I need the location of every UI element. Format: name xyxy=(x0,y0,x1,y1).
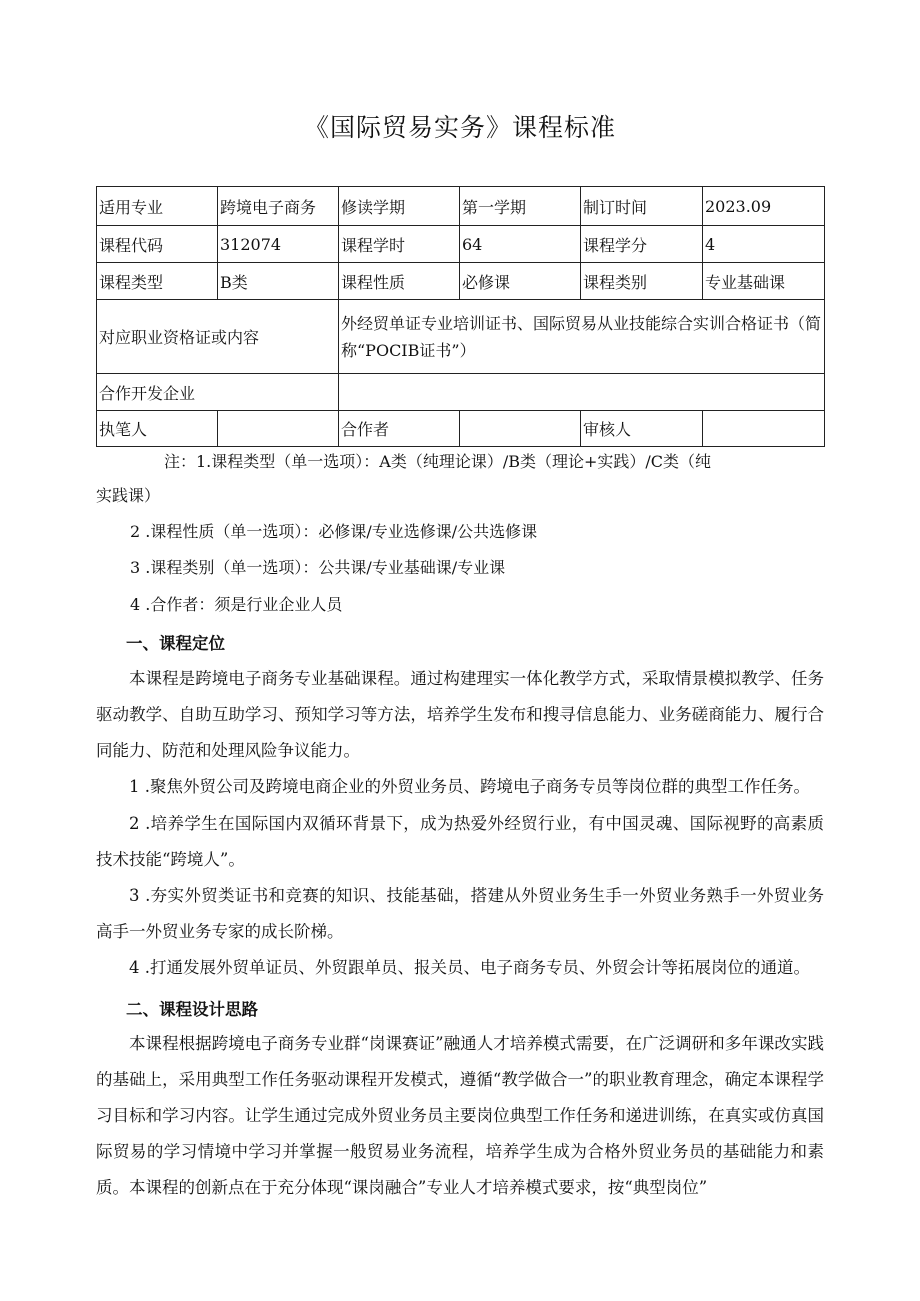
table-cell: 课程学分 xyxy=(581,226,703,263)
section-heading: 一、课程定位 xyxy=(126,634,225,653)
paragraph: 3 .夯实外贸类证书和竞赛的知识、技能基础，搭建从外贸业务生手一外贸业务熟手一外贸业务高手一外贸业务专家的成长阶梯。 xyxy=(96,886,824,941)
table-cell: 执笔人 xyxy=(97,411,218,447)
table-cell: 必修课 xyxy=(460,263,581,300)
section-heading: 二、课程设计思路 xyxy=(126,1000,258,1019)
table-cell: 第一学期 xyxy=(460,187,581,226)
table-row xyxy=(97,411,825,447)
table-row xyxy=(97,374,825,411)
table-cell: 课程性质 xyxy=(339,263,460,300)
table-cell: 课程学时 xyxy=(339,226,460,263)
table-cell xyxy=(339,374,825,411)
table-cell: 跨境电子商务 xyxy=(218,187,339,226)
table-cell xyxy=(460,411,581,447)
table-cell: 修读学期 xyxy=(339,187,460,226)
note-line: 实践课） xyxy=(96,486,161,505)
note-line: 注：1.课程类型（单一选项）：A类（纯理论课）/B类（理论+实践）/C类（纯 xyxy=(164,452,712,471)
table-cell: 审核人 xyxy=(581,411,703,447)
table-cell: 2023.09 xyxy=(703,187,825,226)
table-cell: 外经贸单证专业培训证书、国际贸易从业技能综合实训合格证书（简称“POCIB证书”） xyxy=(339,300,825,374)
table-row xyxy=(97,300,825,374)
note-line: 2 .课程性质（单一选项）：必修课/专业选修课/公共选修课 xyxy=(130,522,538,541)
table-cell: 合作者 xyxy=(339,411,460,447)
table-cell: B类 xyxy=(218,263,339,300)
table-row xyxy=(97,226,825,263)
paragraph: 本课程根据跨境电子商务专业群“岗课赛证”融通人才培养模式需要，在广泛调研和多年课改实践的基础上，采用典型工作任务驱动课程开发模式，遵循“教学做合一”的职业教育理念，确定本课程学习目标和学习内容。让学生通过完成外贸业务员主要岗位典型工作任务和递进训练，在真实或仿真国际贸易的学习情境中学习并掌握一般贸易业务流程，培养学生成为合格外贸业务员的基础能力和素质。本课程的创新点在于充分体现“课岗融合”专业人才培养模式要求，按“典型岗位” xyxy=(96,1034,824,1197)
table-cell: 课程代码 xyxy=(97,226,218,263)
note-line: 4 .合作者：须是行业企业人员 xyxy=(130,595,343,614)
page-title: 《国际贸易实务》课程标准 xyxy=(303,113,616,142)
table-cell: 312074 xyxy=(218,226,339,263)
table-cell: 适用专业 xyxy=(97,187,218,226)
table-cell: 4 xyxy=(703,226,825,263)
course-info-table xyxy=(96,186,825,447)
paragraph: 1 .聚焦外贸公司及跨境电商企业的外贸业务员、跨境电子商务专员等岗位群的典型工作任务。 xyxy=(129,777,810,796)
table-row xyxy=(97,263,825,300)
table-cell xyxy=(218,411,339,447)
paragraph: 4 .打通发展外贸单证员、外贸跟单员、报关员、电子商务专员、外贸会计等拓展岗位的通道。 xyxy=(129,958,810,977)
table-row xyxy=(97,187,825,226)
table-cell xyxy=(703,411,825,447)
table-cell: 64 xyxy=(460,226,581,263)
table-cell: 课程类别 xyxy=(581,263,703,300)
table-cell: 制订时间 xyxy=(581,187,703,226)
table-cell: 合作开发企业 xyxy=(97,374,339,411)
table-cell: 课程类型 xyxy=(97,263,218,300)
paragraph: 本课程是跨境电子商务专业基础课程。通过构建理实一体化教学方式，采取情景模拟教学、任务驱动教学、自助互助学习、预知学习等方法，培养学生发布和搜寻信息能力、业务磋商能力、履行合同能力、防范和处理风险争议能力。 xyxy=(96,669,824,760)
paragraph: 2 .培养学生在国际国内双循环背景下，成为热爱外经贸行业，有中国灵魂、国际视野的高素质技术技能“跨境人”。 xyxy=(96,814,824,869)
table-cell: 专业基础课 xyxy=(703,263,825,300)
table-cell: 对应职业资格证或内容 xyxy=(97,300,339,374)
note-line: 3 .课程类别（单一选项）：公共课/专业基础课/专业课 xyxy=(130,558,506,577)
